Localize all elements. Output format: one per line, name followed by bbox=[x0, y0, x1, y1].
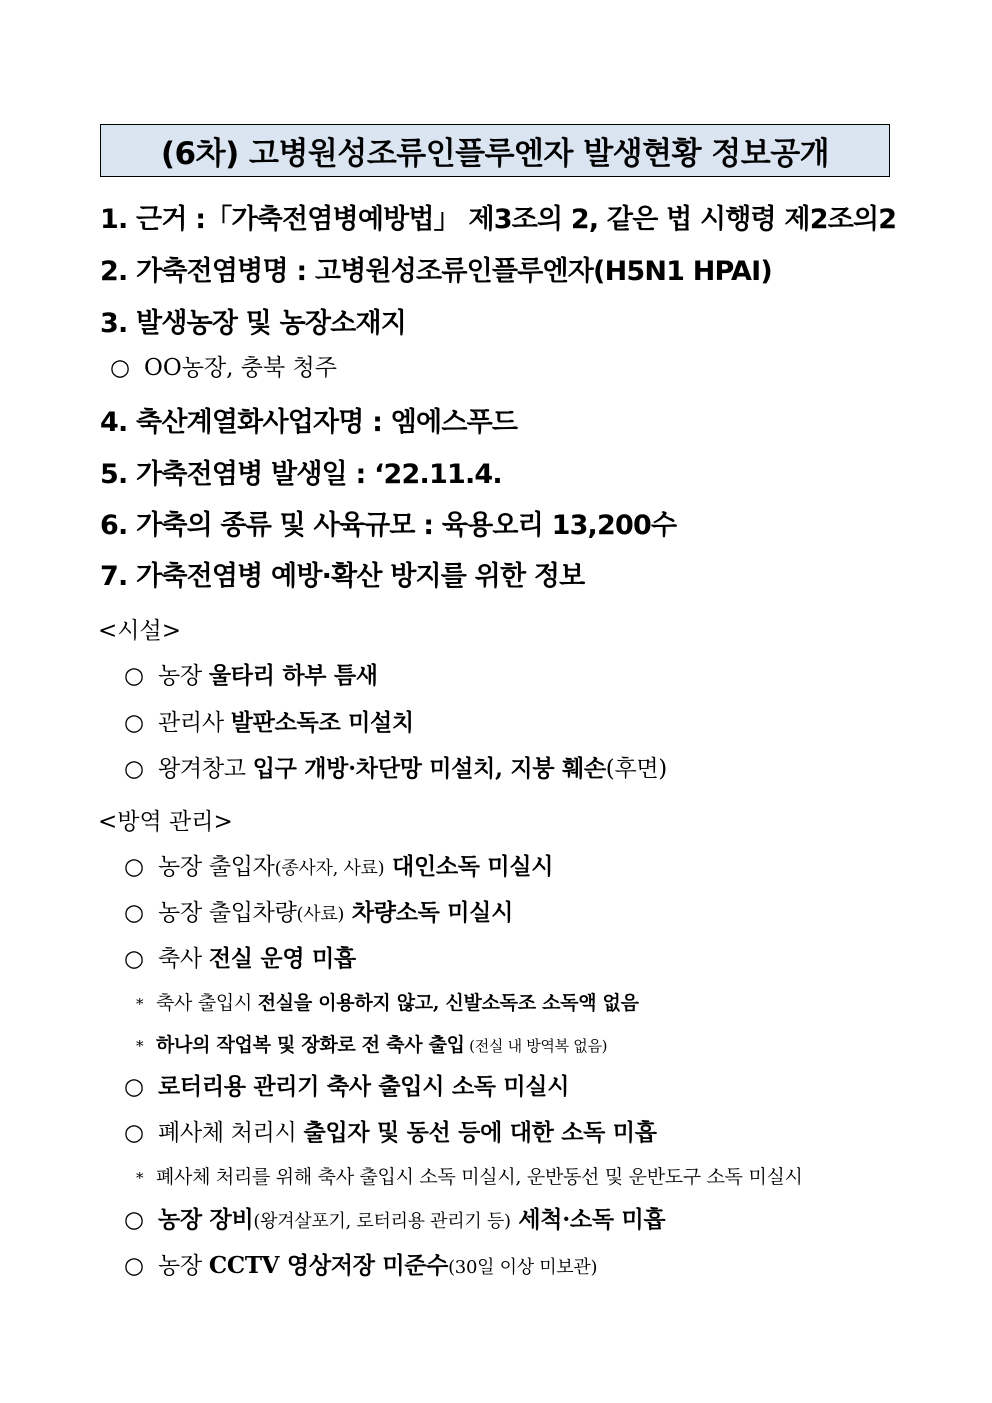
quarantine-item bbox=[124, 1247, 597, 1280]
note-text: 축사 출입시 bbox=[156, 992, 258, 1014]
bullet-icon: ○ bbox=[124, 710, 144, 736]
item-note: (후면) bbox=[605, 756, 667, 782]
asterisk-icon: * bbox=[136, 1037, 144, 1055]
quarantine-note bbox=[136, 1030, 607, 1057]
item-emphasis: 입구 개방·차단망 미설치, 지붕 훼손 bbox=[252, 755, 606, 782]
note-text: 폐사체 처리를 위해 축사 출입시 소독 미실시, 운반동선 및 운반도구 소독 미실시 bbox=[156, 1166, 803, 1188]
quarantine-item bbox=[124, 1068, 569, 1101]
item-text: 폐사체 처리시 bbox=[158, 1120, 304, 1146]
quarantine-item bbox=[124, 848, 553, 881]
item-text: 왕겨창고 bbox=[158, 756, 253, 782]
item-emphasis: 발판소독조 미설치 bbox=[230, 709, 414, 736]
section-outbreak-date: 5. 가축전염병 발생일 : ‘22.11.4. bbox=[100, 459, 502, 490]
bullet-icon: ○ bbox=[124, 854, 144, 880]
quarantine-note bbox=[136, 988, 639, 1015]
section-disease-name: 2. 가축전염병명 : 고병원성조류인플루엔자(H5N1 HPAI) bbox=[100, 256, 772, 287]
item-text: 농장 bbox=[158, 1253, 209, 1279]
item-emphasis: 세척·소독 미흡 bbox=[510, 1206, 666, 1233]
item-emphasis: 울타리 하부 틈새 bbox=[208, 662, 378, 689]
section-prevention-info: 7. 가축전염병 예방·확산 방지를 위한 정보 bbox=[100, 561, 585, 592]
section-livestock-scale: 6. 가축의 종류 및 사육규모 : 육용오리 13,200수 bbox=[100, 510, 677, 541]
item-text: 농장 출입자 bbox=[158, 854, 275, 880]
section-farm-location: 3. 발생농장 및 농장소재지 bbox=[100, 308, 407, 339]
note-emphasis: 전실을 이용하지 않고, 신발소독조 소독액 없음 bbox=[257, 992, 639, 1014]
bullet-icon: ○ bbox=[124, 900, 144, 926]
bullet-icon: ○ bbox=[124, 663, 144, 689]
item-text: 관리사 bbox=[158, 710, 231, 736]
quarantine-item bbox=[124, 1114, 657, 1147]
bullet-icon: ○ bbox=[124, 1074, 144, 1100]
bullet-icon: ○ bbox=[110, 355, 131, 381]
quarantine-item bbox=[124, 894, 513, 927]
item-emphasis: 로터리용 관리기 축사 출입시 소독 미실시 bbox=[158, 1073, 570, 1100]
bullet-icon: ○ bbox=[124, 1120, 144, 1146]
quarantine-item bbox=[124, 940, 356, 973]
item-small-note: (사료) bbox=[296, 904, 345, 925]
item-text: 농장 bbox=[158, 663, 209, 689]
item-emphasis: 전실 운영 미흡 bbox=[208, 945, 356, 972]
quarantine-item bbox=[124, 1201, 665, 1234]
farm-location-item bbox=[110, 349, 337, 382]
page-title: (6차) 고병원성조류인플루엔자 발생현황 정보공개 bbox=[100, 124, 890, 177]
note-small: (전실 내 방역복 없음) bbox=[464, 1037, 608, 1055]
section-legal-basis: 1. 근거 :「가축전염병예방법」 제3조의 2, 같은 법 시행령 제2조의2 bbox=[100, 204, 897, 235]
bullet-icon: ○ bbox=[124, 1207, 144, 1233]
quarantine-heading: <방역 관리> bbox=[98, 809, 233, 835]
item-emphasis: 출입자 및 동선 등에 대한 소독 미흡 bbox=[303, 1119, 657, 1146]
note-emphasis: 하나의 작업복 및 장화로 전 축사 출입 bbox=[156, 1034, 465, 1056]
quarantine-note bbox=[136, 1162, 803, 1189]
farm-location-text: OO농장, 충북 청주 bbox=[144, 355, 337, 381]
item-small-note: (왕겨살포기, 로터리용 관리기 등) bbox=[253, 1211, 511, 1232]
bullet-icon: ○ bbox=[124, 1253, 144, 1279]
asterisk-icon: * bbox=[136, 995, 144, 1013]
section-integrator: 4. 축산계열화사업자명 : 엠에스푸드 bbox=[100, 407, 518, 438]
facility-item bbox=[124, 750, 667, 783]
facility-heading: <시설> bbox=[98, 618, 181, 644]
facility-item bbox=[124, 704, 414, 737]
item-emphasis: 농장 장비 bbox=[158, 1206, 254, 1233]
asterisk-icon: * bbox=[136, 1169, 144, 1187]
item-small-note: (30일 이상 미보관) bbox=[448, 1257, 598, 1278]
facility-item bbox=[124, 657, 378, 690]
item-emphasis: CCTV 영상저장 미준수 bbox=[208, 1252, 449, 1279]
item-emphasis: 대인소독 미실시 bbox=[384, 853, 554, 880]
bullet-icon: ○ bbox=[124, 756, 144, 782]
item-text: 농장 출입차량 bbox=[158, 900, 297, 926]
item-text: 축사 bbox=[158, 946, 209, 972]
item-small-note: (종사자, 사료) bbox=[274, 858, 385, 879]
bullet-icon: ○ bbox=[124, 946, 144, 972]
item-emphasis: 차량소독 미실시 bbox=[344, 899, 513, 926]
